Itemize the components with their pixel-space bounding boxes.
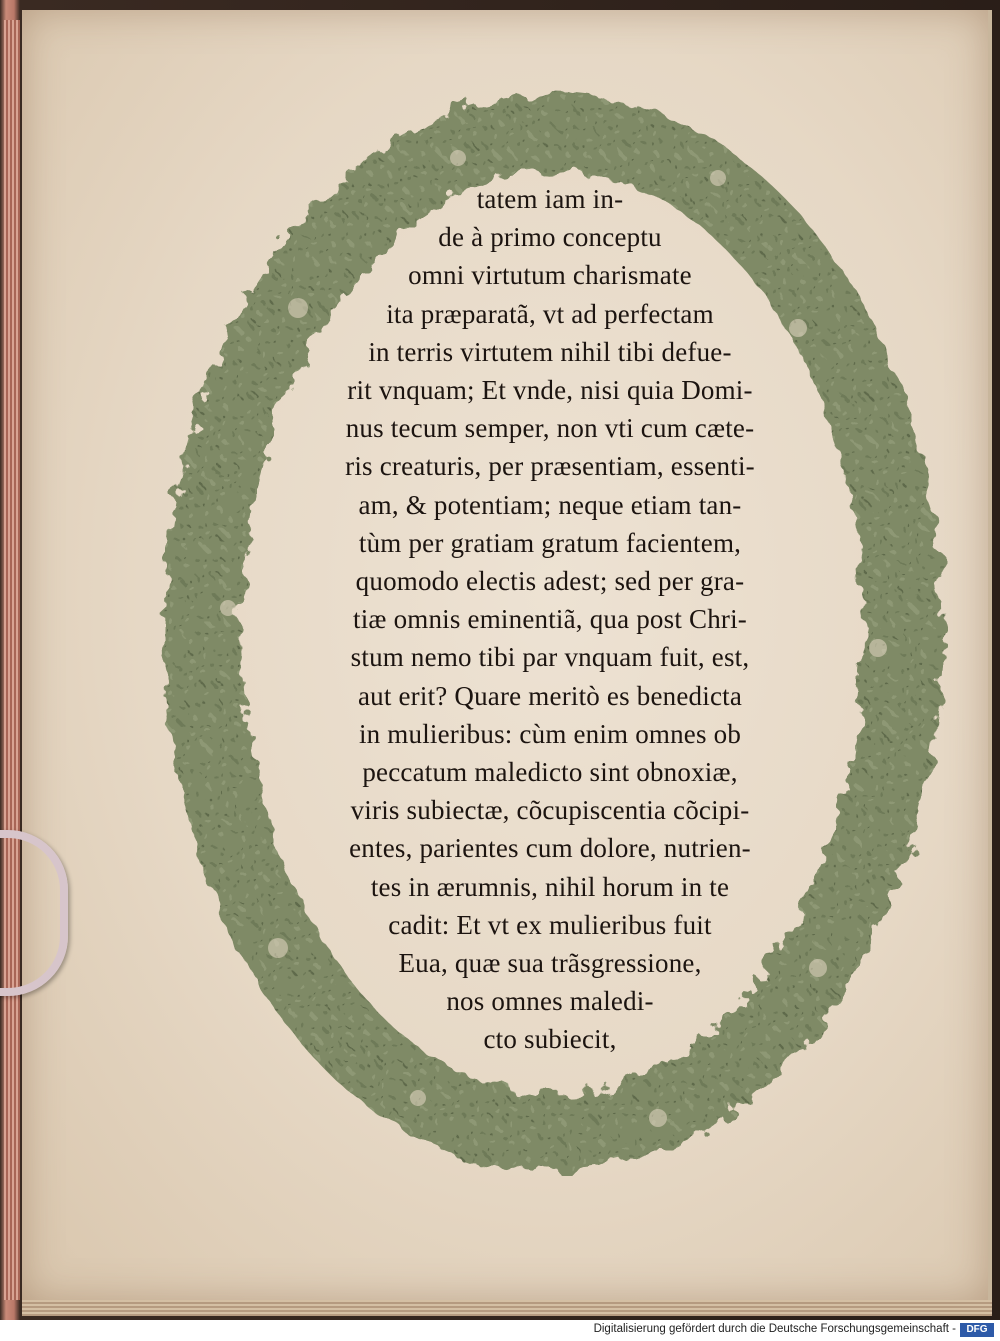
page-edges-left — [4, 20, 20, 1300]
text-line: cadit: Et vt ex mulieribus fuit — [388, 909, 712, 940]
text-line: Eua, quæ sua trãsgressione, — [398, 948, 702, 979]
text-line: nus tecum semper, non vti cum cæte- — [345, 413, 755, 444]
text-line: de à primo conceptu — [438, 222, 662, 253]
text-line: tes in ærumnis, nihil horum in te — [370, 871, 730, 902]
text-line: stum nemo tibi par vnquam fuit, est, — [350, 642, 750, 673]
text-line: peccatum maledicto sint obnoxiæ, — [362, 757, 738, 788]
text-line: in terris virtutem nihil tibi defue- — [368, 336, 732, 367]
text-line: tùm per gratiam gratum facientem, — [358, 527, 742, 558]
footer-bar — [0, 1320, 1000, 1341]
text-line: cto subiecit, — [483, 1024, 617, 1055]
page-edges-bottom — [22, 1300, 992, 1316]
text-line: omni virtutum charismate — [408, 260, 692, 291]
text-line: viris subiectæ, cõcupiscentia cõcipi- — [350, 795, 750, 826]
dfg-logo: DFG — [960, 1323, 994, 1337]
funding-notice: Digitalisierung gefördert durch die Deutsche Forschungsgemeinschaft - — [593, 1323, 956, 1335]
latin-text-block — [250, 180, 850, 1059]
text-line: ris creaturis, per præsentiam, essenti- — [345, 451, 755, 482]
text-line: am, & potentiam; neque etiam tan- — [358, 489, 742, 520]
text-line: aut erit? Quare meritò es benedicta — [357, 680, 743, 711]
text-line: tiæ omnis eminentiã, qua post Chri- — [353, 604, 747, 635]
text-line: quomodo electis adest; sed per gra- — [355, 566, 745, 597]
text-line: tatem iam in- — [476, 184, 624, 214]
text-line: rit vnquam; Et vnde, nisi quia Domi- — [347, 375, 753, 406]
text-line: nos omnes maledi- — [446, 986, 654, 1017]
text-line: ita præparatã, vt ad perfectam — [386, 298, 714, 329]
text-line: entes, parientes cum dolore, nutrien- — [349, 833, 751, 864]
text-line: in mulieribus: cùm enim omnes ob — [358, 718, 742, 749]
